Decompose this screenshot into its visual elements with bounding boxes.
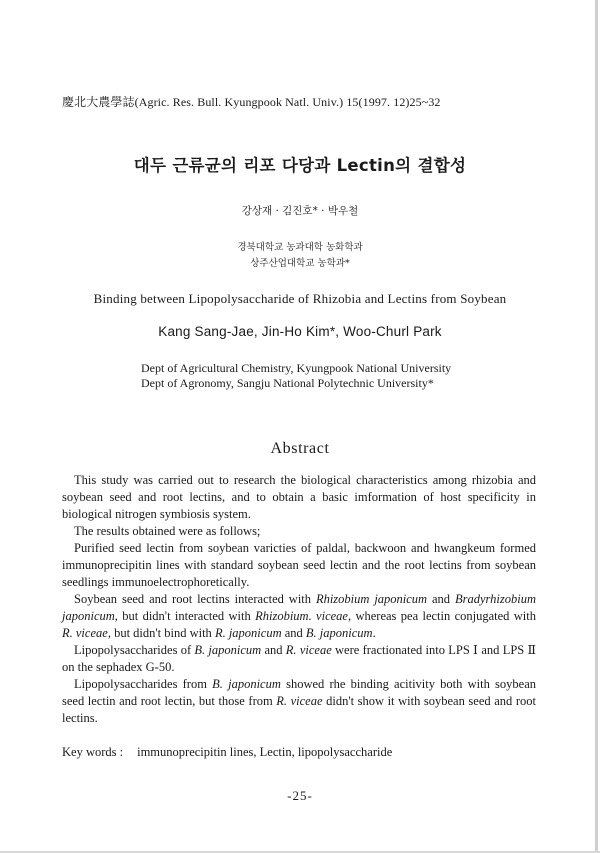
authors-korean: 강상재 · 김진호* · 박우철: [241, 205, 359, 217]
abstract-body: [62, 472, 536, 727]
species-name: R. japonicum: [214, 626, 282, 640]
species-name: R. viceae: [62, 626, 108, 640]
species-name: R. viceae: [285, 643, 332, 657]
page-number: -25-: [287, 788, 313, 803]
abstract-paragraph-5: [62, 642, 536, 676]
text-span: and: [281, 626, 306, 640]
keywords: [62, 745, 392, 760]
abstract-paragraph-2: The results obtained were as follows;: [74, 524, 261, 538]
text-span: , but didn't bind with: [107, 626, 215, 640]
species-name: B. japonicum: [194, 643, 262, 657]
species-name: B. japonicum: [305, 626, 373, 640]
text-span: Soybean seed and root lectins interacted with: [74, 592, 316, 606]
abstract-paragraph-4: [62, 591, 536, 642]
journal-citation: 慶北大農學誌(Agric. Res. Bull. Kyungpook Natl. Univ.) 15(1997. 12)25~32: [62, 95, 441, 109]
abstract-paragraph-3: Purified seed lectin from soybean varicties of paldal, backwoon and hwangkeum formed immunoprecipitin lines with standard soybean seed lectin and the root lectins from soybean seedlings immunoelectrophoretically.: [62, 541, 536, 589]
text-span: .: [372, 626, 376, 640]
title-korean: 대두 근류균의 리포 다당과 Lectin의 결합성: [133, 156, 467, 175]
abstract-paragraph-6: [62, 676, 536, 727]
text-span: and: [261, 643, 286, 657]
text-span: and: [427, 592, 455, 606]
species-name: R. viceae: [276, 694, 323, 708]
abstract-paragraph-1: This study was carried out to research the biological characteristics among rhizobia and soybean seed and root lectins, and to obtain a basic imformation of host specificity in biological nitrogen symbiosis system.: [62, 473, 536, 521]
abstract-heading: Abstract: [270, 440, 330, 457]
text-span: , but didn't interacted with: [114, 609, 256, 623]
text-span: Lipopolysaccharides of: [74, 643, 195, 657]
text-span: didn't show it with soybean seed and root lectins.: [62, 694, 536, 725]
affiliation-korean-1: 경북대학교 농과대학 농화학과: [237, 242, 363, 253]
species-name: Rhizobium. viceae: [255, 609, 348, 623]
authors-english: Kang Sang-Jae, Jin-Ho Kim*, Woo-Churl Park: [158, 324, 442, 339]
affiliation-korean-2: 상주산업대학교 농학과*: [250, 258, 350, 269]
text-span: were fractionated into LPS Ⅰ and LPS Ⅱ on the sephadex G-50.: [62, 643, 536, 674]
department-english-1: Dept of Agricultural Chemistry, Kyungpook National University: [141, 361, 452, 375]
title-english: Binding between Lipopolysaccharide of Rhizobia and Lectins from Soybean: [93, 291, 507, 306]
species-name: Bradyrhizobium japonicum: [62, 592, 536, 623]
scan-edge-right: [595, 0, 598, 853]
keywords-label: Key words :: [62, 745, 124, 759]
text-span: Lipopolysaccharides from: [74, 677, 213, 691]
species-name: Rhizobium japonicum: [315, 592, 428, 606]
keywords-value: immunoprecipitin lines, Lectin, lipopolysaccharide: [137, 745, 393, 759]
text-span: , whereas pea lectin conjugated with: [347, 609, 537, 623]
department-english-2: Dept of Agronomy, Sangju National Polytechnic University*: [141, 376, 434, 390]
text-span: showed rhe binding acitivity both with soybean seed lectin and root lectin, but those from: [62, 677, 536, 708]
species-name: B. japonicum: [212, 677, 281, 691]
